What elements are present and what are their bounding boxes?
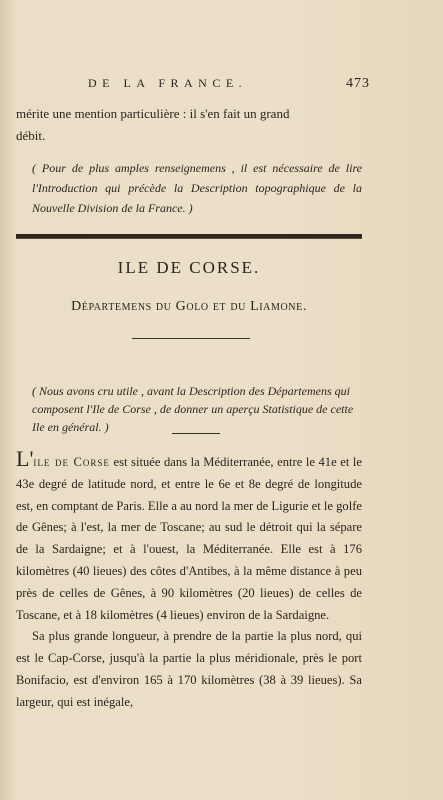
paragraph-2: Sa plus grande longueur, à prendre de la partie la plus nord, qui est le Cap-Corse, jusqu'à la partie la plus méridionale, près le port Bonifacio, est d'environ 165 à 170 kilomètres (38 à 39 lieues). Sa largeur, qui est inégale, — [16, 629, 362, 709]
body-text — [16, 446, 362, 714]
intro-paragraph — [16, 103, 362, 146]
paragraph-1-text: est située dans la Méditerranée, entre le 41e et le 43e degré de latitude nord, et entre le 6e et 8e degré de longitude est, en comptant de Paris. Elle a au nord la mer de Ligurie et le golfe de Gênes; à l'est, la mer de Toscane; au sud le détroit qui la sépare de la Sardaigne; et à l'ouest, la Méditerranée. Elle est à 176 kilomètres (40 lieues) des côtes d'Antibes, à la même distance à peu près de celles de Gênes, à 90 kilomètres (20 lieues) de celles de Toscane, et à 18 kilomètres (4 lieues) environ de la Sardaigne. — [16, 455, 362, 622]
section-subtitle: Départemens du Golo et du Liamone. — [71, 299, 307, 314]
drop-cap: L' — [16, 446, 34, 471]
section-title: ILE DE CORSE. — [117, 258, 261, 277]
running-title: DE LA FRANCE. — [88, 76, 248, 90]
paragraph-1 — [16, 446, 362, 626]
intro-line-2: débit. — [16, 127, 46, 143]
subtitle-rule — [132, 338, 250, 339]
page-header — [88, 76, 370, 92]
section-divider — [16, 234, 362, 238]
statistics-note: ( Nous avons cru utile , avant la Description des Départemens qui composent l'Ile de Corse , de donner un aperçu Statistique de cette Ile en général. ) — [32, 384, 354, 434]
lead-caps: ile de Corse — [33, 455, 110, 469]
note-rule — [172, 433, 220, 434]
intro-line-1: mérite une mention particulière : il s'en fait un grand — [16, 106, 290, 121]
reference-note: ( Pour de plus amples renseignemens , il est nécessaire de lire l'Introduction qui précède la Description topographique de la Nouvelle Division de la France. ) — [32, 161, 362, 215]
page-number: 473 — [346, 76, 370, 91]
